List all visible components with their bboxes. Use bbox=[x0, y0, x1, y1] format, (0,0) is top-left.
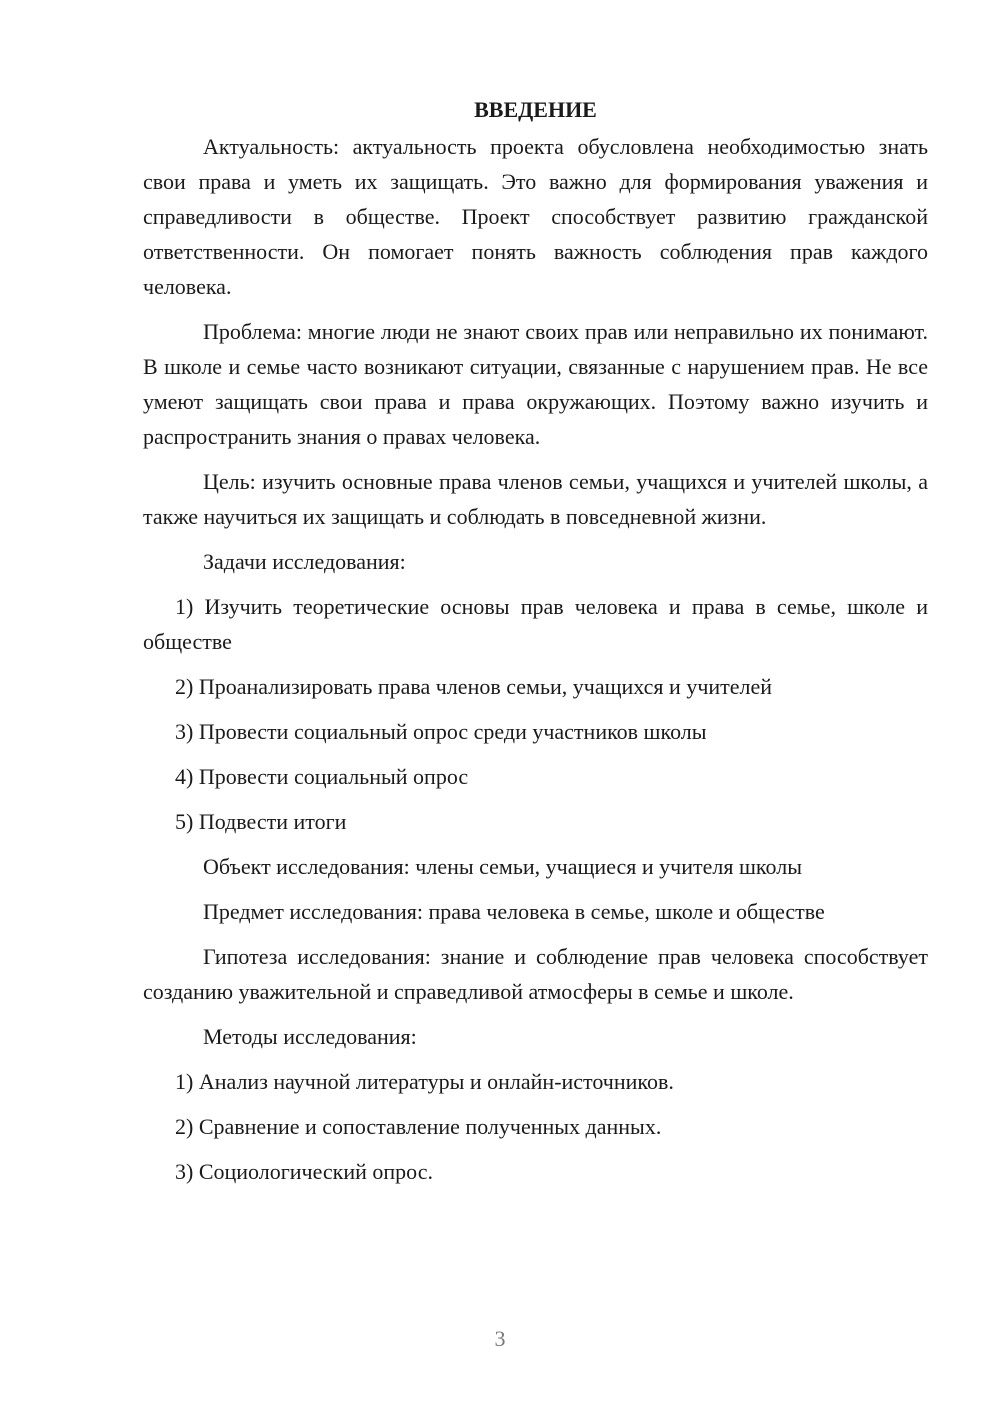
list-item: 1) Изучить теоретические основы прав человека и права в семье, школе и обществе bbox=[143, 594, 928, 654]
list-item: 3) Социологический опрос. bbox=[175, 1159, 433, 1184]
list-item: 4) Провести социальный опрос bbox=[175, 764, 469, 789]
relevance-paragraph: Актуальность: актуальность проекта обусловлена необходимостью знать свои права и уметь их защищать. Это важно для формирования уважения и справедливости в обществе. Проект способствует развитию гражданской ответственности. Он помогает понять важность соблюдения прав каждого человека. bbox=[143, 134, 928, 299]
list-item: 2) Проанализировать права членов семьи, учащихся и учителей bbox=[175, 674, 773, 699]
list-item: 1) Анализ научной литературы и онлайн-источников. bbox=[175, 1069, 674, 1094]
tasks-heading: Задачи исследования: bbox=[203, 549, 406, 574]
list-item: 3) Провести социальный опрос среди участников школы bbox=[175, 719, 707, 744]
methods-list bbox=[143, 1064, 928, 1189]
page-title: ВВЕДЕНИЕ bbox=[474, 97, 597, 122]
subject-line: Предмет исследования: права человека в семье, школе и обществе bbox=[203, 899, 825, 924]
document-page bbox=[143, 92, 928, 1199]
list-item: 2) Сравнение и сопоставление полученных данных. bbox=[175, 1114, 662, 1139]
tasks-list bbox=[143, 589, 928, 839]
list-item: 5) Подвести итоги bbox=[175, 809, 347, 834]
hypothesis-paragraph: Гипотеза исследования: знание и соблюдение прав человека способствует созданию уважительной и справедливой атмосферы в семье и школе. bbox=[143, 944, 928, 1004]
methods-heading: Методы исследования: bbox=[203, 1024, 417, 1049]
object-line: Объект исследования: члены семьи, учащиеся и учителя школы bbox=[203, 854, 802, 879]
page-number: 3 bbox=[494, 1326, 506, 1351]
goal-paragraph: Цель: изучить основные права членов семьи, учащихся и учителей школы, а также научиться их защищать и соблюдать в повседневной жизни. bbox=[143, 469, 928, 529]
problem-paragraph: Проблема: многие люди не знают своих прав или неправильно их понимают. В школе и семье часто возникают ситуации, связанные с нарушением прав. Не все умеют защищать свои права и права окружающих. Поэтому важно изучить и распространить знания о правах человека. bbox=[143, 319, 928, 449]
